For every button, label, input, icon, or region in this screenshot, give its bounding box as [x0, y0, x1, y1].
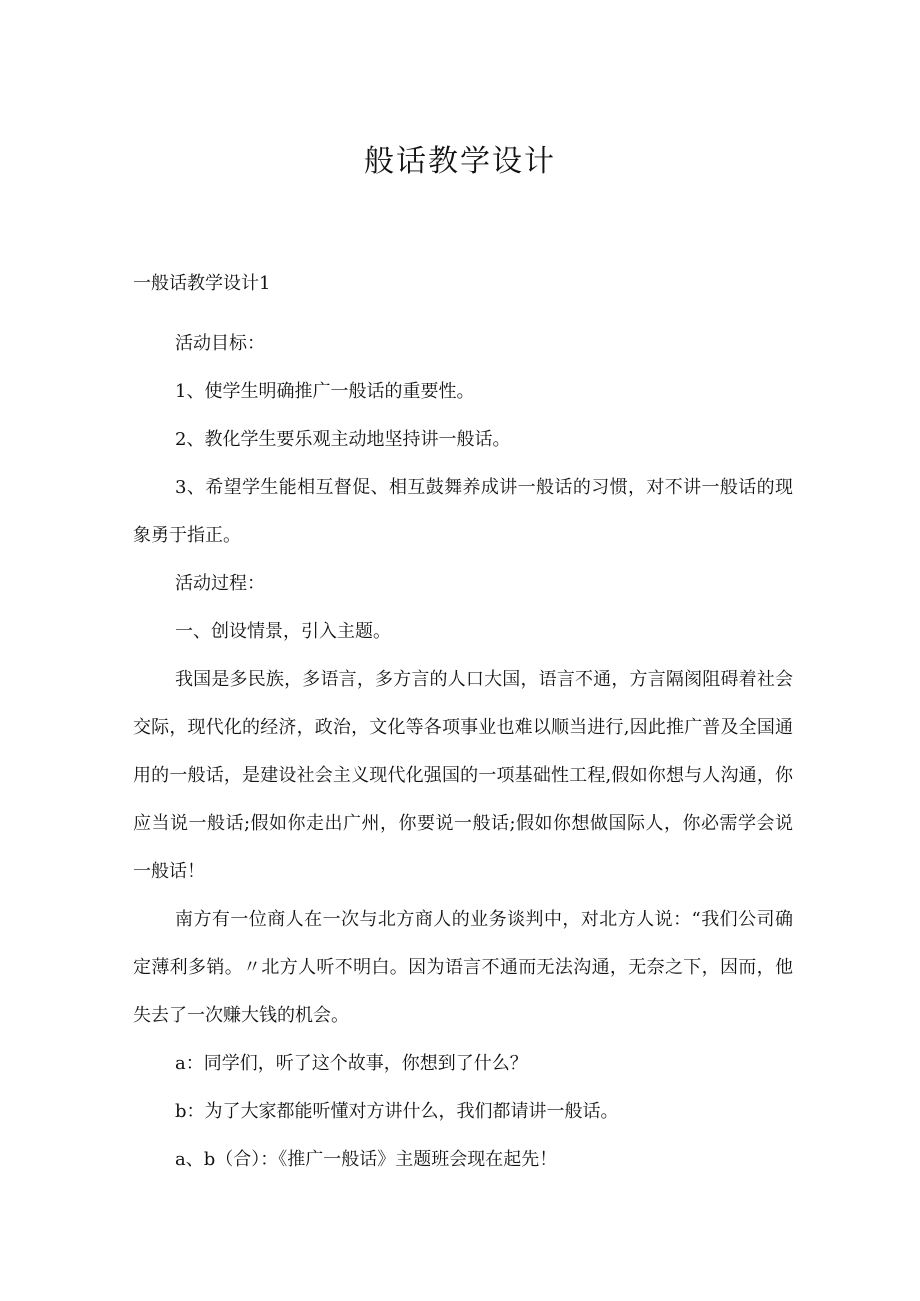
paragraph-dialogue-a: a：同学们，听了这个故事，你想到了什么？	[175, 1053, 528, 1074]
paragraph-objective-1: 1、使学生明确推广一般话的重要性。	[175, 381, 475, 402]
paragraph-objective-2: 2、教化学生要乐观主动地坚持讲一般话。	[175, 429, 511, 450]
paragraph-objectives-label: 活动目标：	[175, 333, 265, 354]
paragraph-objective-3: 3、希望学生能相互督促、相互鼓舞养成讲一般话的习惯，对不讲一般话的现象勇于指正。	[133, 477, 793, 546]
document-body	[133, 320, 793, 1184]
section-heading: 一般话教学设计1	[133, 273, 271, 294]
paragraph-dialogue-b: b：为了大家都能听懂对方讲什么，我们都请讲一般话。	[175, 1101, 619, 1122]
paragraph-intro: 我国是多民族，多语言，多方言的人口大国，语言不通，方言隔阂阻碍着社会交际，现代化的经济，政治，文化等各项事业也难以顺当进行,因此推广普及全国通用的一般话，是建设社会主义现代化强国的一项基础性工程,假如你想与人沟通，你应当说一般话;假如你走出广州，你要说一般话;假如你想做国际人，你必需学会说一般话！	[133, 669, 793, 882]
paragraph-process-label: 活动过程：	[175, 573, 265, 594]
document-title: 般话教学设计	[364, 144, 556, 179]
paragraph-step-1: 一、创设情景，引入主题。	[175, 621, 391, 642]
paragraph-dialogue-ab: a、b（合）：《推广一般话》主题班会现在起先！	[175, 1149, 558, 1170]
paragraph-story: 南方有一位商人在一次与北方商人的业务谈判中，对北方人说：“我们公司确定薄利多销。〃北方人听不明白。因为语言不通而无法沟通，无奈之下，因而，他失去了一次赚大钱的机会。	[133, 909, 793, 1026]
